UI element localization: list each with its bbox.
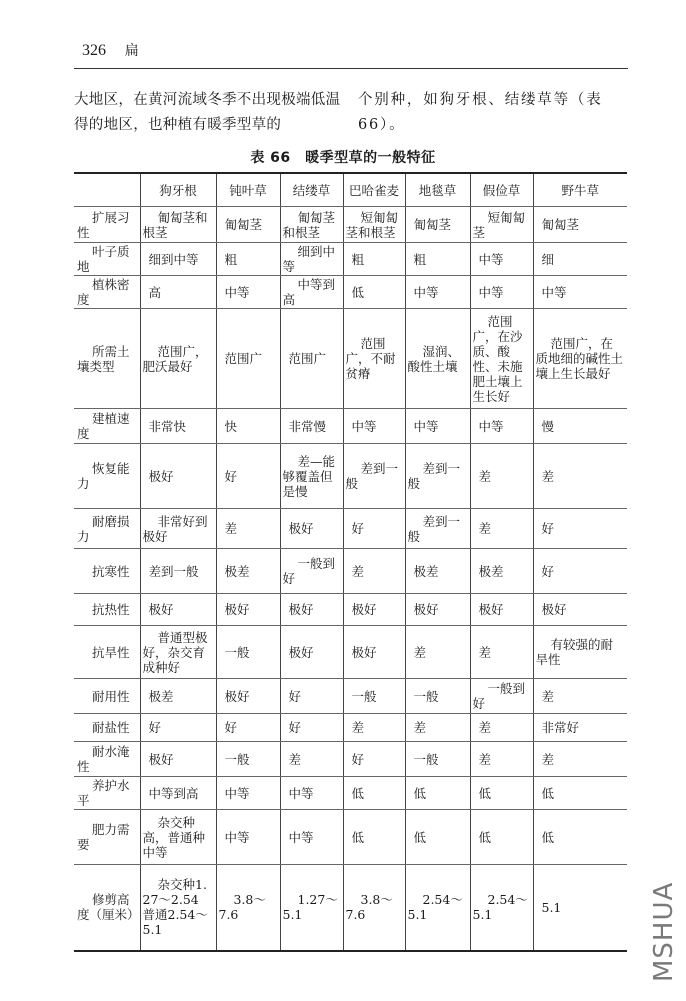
- table-cell: 极好: [140, 594, 216, 626]
- row-label: 肥力需要: [74, 810, 140, 865]
- table-cell: 中等: [533, 276, 627, 309]
- warm-season-grass-table: [74, 172, 627, 952]
- table-row: [74, 810, 627, 865]
- table-cell: 差到一般: [343, 444, 405, 509]
- table-cell: 细: [533, 243, 627, 276]
- watermark: MSHUA: [649, 881, 679, 983]
- table-cell: 一般: [216, 626, 280, 679]
- table-cell: 低: [405, 810, 470, 865]
- column-header: 巴哈雀麦: [343, 173, 405, 207]
- row-label: 养护水平: [74, 777, 140, 810]
- table-cell: 5.1: [533, 865, 627, 951]
- table-cell: 差到一般: [140, 549, 216, 594]
- table-row: [74, 714, 627, 742]
- table-cell: 细到中等: [280, 243, 343, 276]
- table-row: [74, 409, 627, 444]
- table-cell: 范围广，在质地细的碱性土壤上生长最好: [533, 309, 627, 409]
- table-cell: 范围广: [280, 309, 343, 409]
- table-cell: 极好: [140, 742, 216, 777]
- table-cell: 极好: [216, 594, 280, 626]
- table-row: [74, 742, 627, 777]
- table-cell: 一般: [405, 679, 470, 714]
- table-cell: 差: [343, 549, 405, 594]
- table-cell: 差到一般: [405, 444, 470, 509]
- table-cell: 差: [533, 742, 627, 777]
- table-cell: 好: [216, 444, 280, 509]
- table-title: 表 66 暖季型草的一般特征: [250, 150, 436, 166]
- table-cell: 低: [470, 777, 533, 810]
- table-cell: 极好: [280, 594, 343, 626]
- table-cell: 差: [216, 509, 280, 549]
- table-cell: 好: [280, 679, 343, 714]
- table-cell: 差: [470, 626, 533, 679]
- table-cell: 低: [343, 276, 405, 309]
- table-cell: 极差: [216, 549, 280, 594]
- row-label: 抗寒性: [74, 549, 140, 594]
- table-row: [74, 207, 627, 243]
- table-cell: 粗: [216, 243, 280, 276]
- table-cell: 快: [216, 409, 280, 444]
- table-cell: 中等到高: [140, 777, 216, 810]
- table-cell: 匍匐茎和根茎: [280, 207, 343, 243]
- column-header: 地毯草: [405, 173, 470, 207]
- table-row: [74, 865, 627, 951]
- table-cell: 一般: [343, 679, 405, 714]
- table-cell: 极差: [140, 679, 216, 714]
- table-cell: 低: [533, 777, 627, 810]
- table-cell: 杂交种1.27～2.54 普通2.54～5.1: [140, 865, 216, 951]
- table-row: [74, 777, 627, 810]
- table-cell: 高: [140, 276, 216, 309]
- row-label: 耐水淹性: [74, 742, 140, 777]
- table-cell: 中等: [216, 810, 280, 865]
- chapter-mark: 扁: [124, 43, 139, 59]
- table-cell: 匍匐茎: [216, 207, 280, 243]
- table-cell: 2.54～5.1: [405, 865, 470, 951]
- column-header: 狗牙根: [140, 173, 216, 207]
- table-cell: 极好: [280, 626, 343, 679]
- row-label: 扩展习性: [74, 207, 140, 243]
- table-cell: 中等: [405, 276, 470, 309]
- table-cell: 中等: [280, 810, 343, 865]
- page-number: 326: [82, 42, 106, 59]
- paragraph-right-column: 个别种，如狗牙根、结缕草等（表66）。: [358, 92, 603, 133]
- table-cell: 匍匐茎: [533, 207, 627, 243]
- table-cell: 极好: [470, 594, 533, 626]
- table-cell: 好: [140, 714, 216, 742]
- table-cell: 低: [533, 810, 627, 865]
- row-label: 耐磨损力: [74, 509, 140, 549]
- table-cell: 极好: [343, 626, 405, 679]
- table-cell: 好: [216, 714, 280, 742]
- table-cell: 差: [280, 742, 343, 777]
- table-cell: 一般: [216, 742, 280, 777]
- table-row: [74, 626, 627, 679]
- header-divider: [74, 68, 628, 69]
- table-cell: 极差: [470, 549, 533, 594]
- table-cell: 有较强的耐旱性: [533, 626, 627, 679]
- table-cell: 好: [533, 509, 627, 549]
- table-cell: 低: [343, 777, 405, 810]
- table-cell: 范围广，在沙质、酸性、未施肥土壤上生长好: [470, 309, 533, 409]
- table-row: [74, 549, 627, 594]
- table-cell: 差: [533, 444, 627, 509]
- table-row: [74, 444, 627, 509]
- table-cell: 差: [533, 679, 627, 714]
- column-header: 野牛草: [533, 173, 627, 207]
- table-row: [74, 679, 627, 714]
- table-cell: 中等: [343, 409, 405, 444]
- table-cell: 差—能够覆盖但是慢: [280, 444, 343, 509]
- table-cell: 极好: [405, 594, 470, 626]
- table-header-row: [74, 173, 627, 207]
- table-cell: 差到一般: [405, 509, 470, 549]
- table-row: [74, 276, 627, 309]
- table-cell: 一般到好: [280, 549, 343, 594]
- paragraph-left-column: 大地区，在黄河流域冬季不出现极端低温得的地区，也种植有暖季型草的: [74, 92, 341, 133]
- table-cell: 差: [470, 742, 533, 777]
- table-cell: 1.27～5.1: [280, 865, 343, 951]
- table-cell: 粗: [405, 243, 470, 276]
- table-row: [74, 309, 627, 409]
- table-cell: 极好: [140, 444, 216, 509]
- table-cell: 极好: [216, 679, 280, 714]
- table-cell: 差: [405, 626, 470, 679]
- table-cell: 差: [470, 444, 533, 509]
- table-cell: 好: [533, 549, 627, 594]
- row-label: 修剪高度（厘米）: [74, 865, 140, 951]
- table-cell: 极好: [533, 594, 627, 626]
- table-cell: 粗: [343, 243, 405, 276]
- table-cell: 差: [343, 714, 405, 742]
- table-cell: 慢: [533, 409, 627, 444]
- table-row: [74, 243, 627, 276]
- table-cell: 中等: [216, 276, 280, 309]
- table-cell: 3.8～7.6: [216, 865, 280, 951]
- table-cell: 中等到高: [280, 276, 343, 309]
- table-cell: 普通型极好，杂交育成种好: [140, 626, 216, 679]
- table-cell: 中等: [405, 409, 470, 444]
- table-cell: 中等: [470, 409, 533, 444]
- table-cell: 低: [405, 777, 470, 810]
- column-header: [74, 173, 140, 207]
- table-cell: 短匍匐茎和根茎: [343, 207, 405, 243]
- row-label: 建植速度: [74, 409, 140, 444]
- row-label: 植株密度: [74, 276, 140, 309]
- table-cell: 匍匐茎和根茎: [140, 207, 216, 243]
- table-cell: 湿润、酸性土壤: [405, 309, 470, 409]
- row-label: 耐用性: [74, 679, 140, 714]
- table-cell: 中等: [470, 243, 533, 276]
- table-cell: 杂交种高，普通种中等: [140, 810, 216, 865]
- page-header: [82, 40, 139, 60]
- column-header: 钝叶草: [216, 173, 280, 207]
- table-cell: 好: [343, 509, 405, 549]
- table-cell: 一般: [405, 742, 470, 777]
- table-cell: 范围广: [216, 309, 280, 409]
- table-cell: 细到中等: [140, 243, 216, 276]
- row-label: 抗热性: [74, 594, 140, 626]
- table-row: [74, 509, 627, 549]
- table-cell: 范围广，肥沃最好: [140, 309, 216, 409]
- table-cell: 中等: [216, 777, 280, 810]
- table-cell: 极好: [343, 594, 405, 626]
- table-row: [74, 594, 627, 626]
- row-label: 耐盐性: [74, 714, 140, 742]
- table-cell: 非常快: [140, 409, 216, 444]
- column-header: 假俭草: [470, 173, 533, 207]
- row-label: 叶子质地: [74, 243, 140, 276]
- table-cell: 极好: [280, 509, 343, 549]
- table-cell: 中等: [470, 276, 533, 309]
- table-cell: 差: [405, 714, 470, 742]
- row-label: 抗旱性: [74, 626, 140, 679]
- column-header: 结缕草: [280, 173, 343, 207]
- table-cell: 低: [343, 810, 405, 865]
- table-cell: 匍匐茎: [405, 207, 470, 243]
- table-cell: 中等: [280, 777, 343, 810]
- table-cell: 差: [470, 509, 533, 549]
- table-cell: 非常好到极好: [140, 509, 216, 549]
- row-label: 所需土壤类型: [74, 309, 140, 409]
- table-cell: 2.54～5.1: [470, 865, 533, 951]
- table-cell: 一般到好: [470, 679, 533, 714]
- table-cell: 短匍匐茎: [470, 207, 533, 243]
- table-cell: 极差: [405, 549, 470, 594]
- table-cell: 非常好: [533, 714, 627, 742]
- table-cell: 3.8～7.6: [343, 865, 405, 951]
- table-cell: 好: [280, 714, 343, 742]
- table-cell: 好: [343, 742, 405, 777]
- table-cell: 差: [470, 714, 533, 742]
- table-cell: 低: [470, 810, 533, 865]
- table-cell: 范围广，不耐贫瘠: [343, 309, 405, 409]
- row-label: 恢复能力: [74, 444, 140, 509]
- table-cell: 非常慢: [280, 409, 343, 444]
